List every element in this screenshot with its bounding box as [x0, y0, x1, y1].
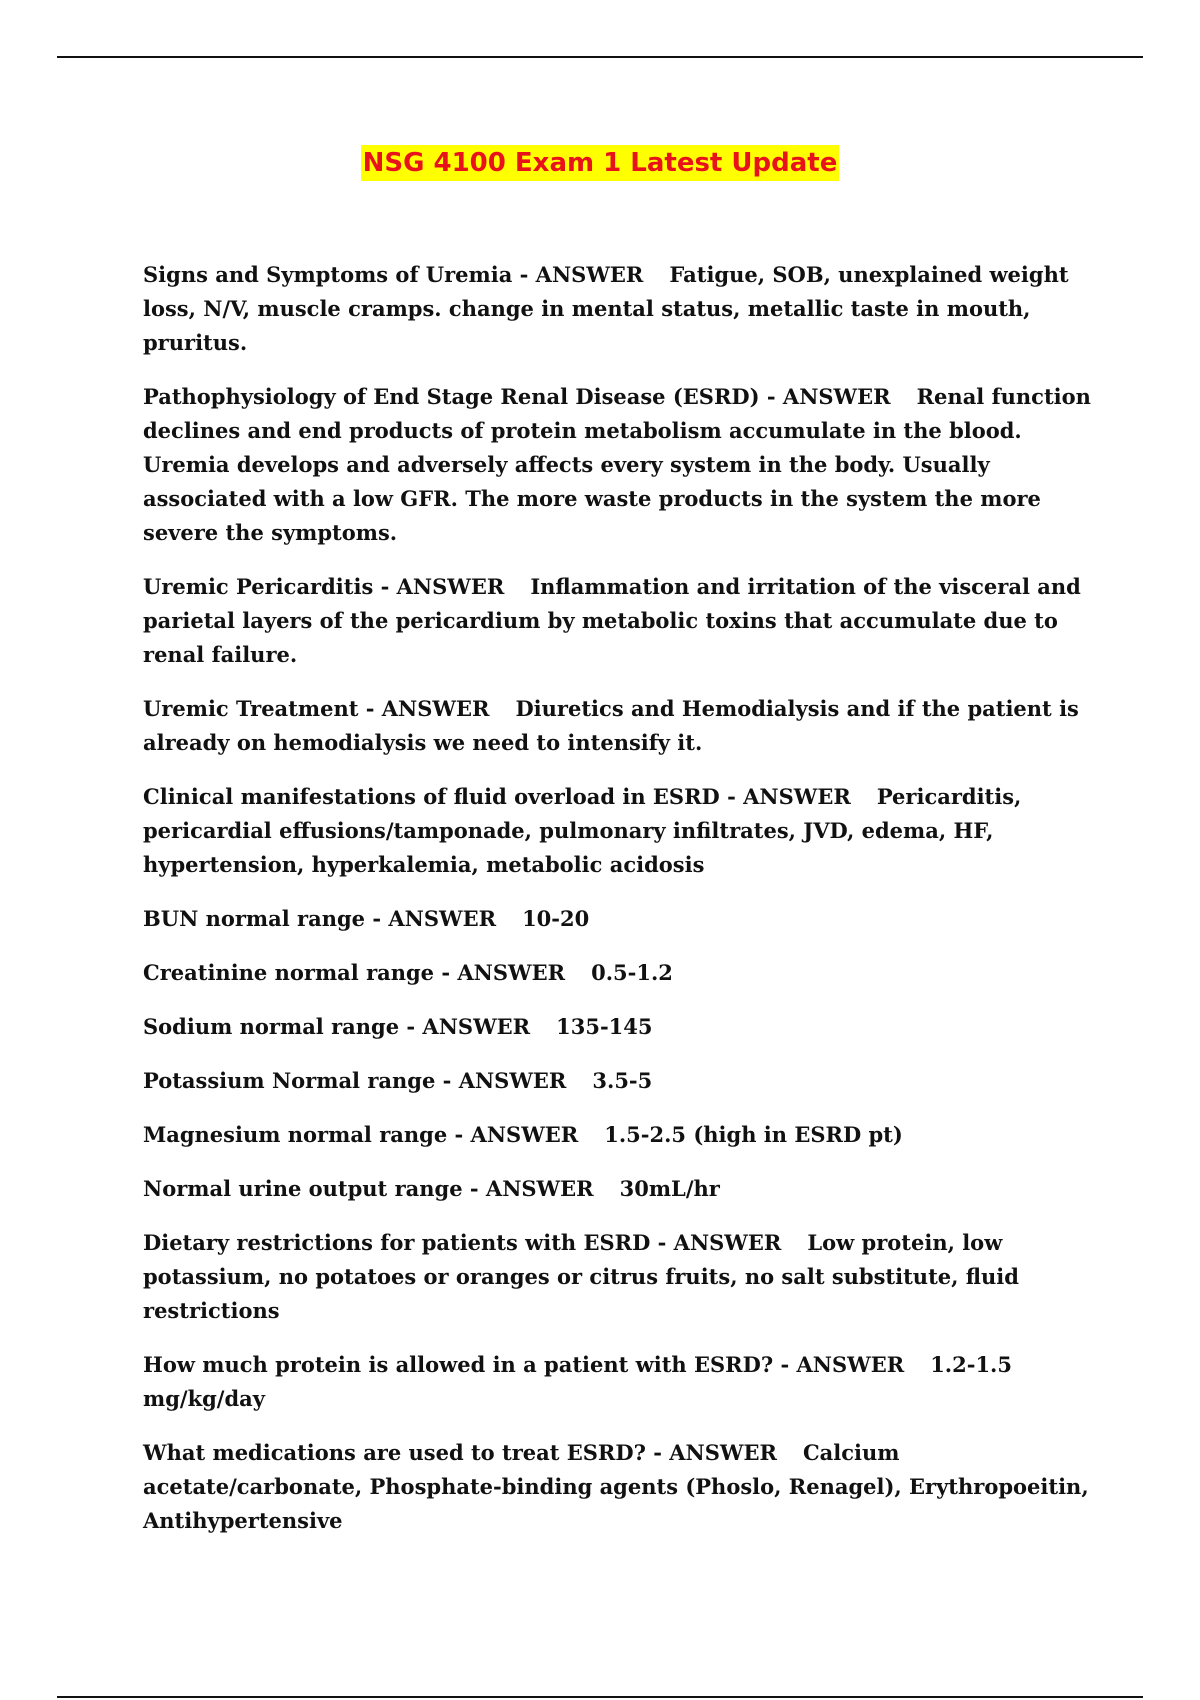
qa-separator — [399, 1014, 422, 1039]
answer-label: ANSWER — [422, 1014, 531, 1039]
qa-question: What medications are used to treat ESRD? — [143, 1440, 646, 1465]
bottom-rule — [57, 1696, 1143, 1698]
qa-separator — [463, 1176, 486, 1201]
answer-label: ANSWER — [396, 574, 505, 599]
qa-item — [143, 902, 1103, 936]
qa-item — [143, 956, 1103, 990]
qa-item — [143, 1118, 1103, 1152]
answer-label: ANSWER — [470, 1122, 579, 1147]
qa-answer: Calcium acetate/carbonate, Phosphate-binding agents (Phoslo, Renagel), Erythropoeitin, Antihypertensive — [143, 1440, 1089, 1533]
qa-question: Clinical manifestations of fluid overload in ESRD — [143, 784, 720, 809]
qa-answer: Low protein, low potassium, no potatoes or oranges or citrus fruits, no salt substitute, fluid restrictions — [143, 1230, 1019, 1323]
qa-answer: Pericarditis, pericardial effusions/tamponade, pulmonary infiltrates, JVD, edema, HF, hypertension, hyperkalemia, metabolic acidosis — [143, 784, 1022, 877]
qa-answer: 3.5-5 — [592, 1068, 653, 1093]
qa-answer: Renal function declines and end products of protein metabolism accumulate in the blood. Uremia develops and adversely affects every system in the body. Usually associated with a low GFR. The more waste products in the system the more severe the symptoms. — [143, 384, 1091, 545]
qa-list — [143, 258, 1103, 1558]
qa-item — [143, 1064, 1103, 1098]
qa-answer: Inflammation and irritation of the visceral and parietal layers of the pericardium by metabolic toxins that accumulate due to renal failure. — [143, 574, 1081, 667]
qa-answer: Fatigue, SOB, unexplained weight loss, N/V, muscle cramps. change in mental status, metallic taste in mouth, pruritus. — [143, 262, 1069, 355]
qa-question: Dietary restrictions for patients with ESRD — [143, 1230, 651, 1255]
qa-question: Creatinine normal range — [143, 960, 435, 985]
qa-item — [143, 780, 1103, 882]
answer-label: ANSWER — [381, 696, 490, 721]
qa-item — [143, 1348, 1103, 1416]
answer-label: ANSWER — [782, 384, 891, 409]
qa-question: How much protein is allowed in a patient with ESRD? — [143, 1352, 774, 1377]
qa-separator — [760, 384, 783, 409]
qa-item — [143, 1172, 1103, 1206]
qa-item — [143, 692, 1103, 760]
qa-item — [143, 1010, 1103, 1044]
qa-separator — [650, 1230, 673, 1255]
answer-label: ANSWER — [535, 262, 644, 287]
qa-question: Signs and Symptoms of Uremia — [143, 262, 513, 287]
qa-answer: 1.2-1.5 mg/kg/day — [143, 1352, 1012, 1411]
qa-answer: 30mL/hr — [619, 1176, 720, 1201]
qa-question: Sodium normal range — [143, 1014, 400, 1039]
qa-separator — [720, 784, 743, 809]
answer-label: ANSWER — [673, 1230, 782, 1255]
title-wrap — [0, 145, 1200, 181]
qa-question: Magnesium normal range — [143, 1122, 448, 1147]
answer-label: ANSWER — [388, 906, 497, 931]
qa-question: Pathophysiology of End Stage Renal Disease (ESRD) — [143, 384, 760, 409]
qa-separator — [512, 262, 535, 287]
qa-separator — [773, 1352, 796, 1377]
document-title: NSG 4100 Exam 1 Latest Update — [361, 145, 840, 181]
answer-label: ANSWER — [743, 784, 851, 809]
qa-question: BUN normal range — [143, 906, 366, 931]
qa-question: Potassium Normal range — [143, 1068, 436, 1093]
qa-item — [143, 380, 1103, 550]
answer-label: ANSWER — [485, 1176, 594, 1201]
qa-separator — [434, 960, 457, 985]
qa-question: Uremic Pericarditis — [143, 574, 374, 599]
qa-separator — [646, 1440, 669, 1465]
qa-separator — [435, 1068, 458, 1093]
qa-answer: 10-20 — [522, 906, 590, 931]
qa-item — [143, 1226, 1103, 1328]
answer-label: ANSWER — [457, 960, 566, 985]
answer-label: ANSWER — [458, 1068, 567, 1093]
qa-item — [143, 570, 1103, 672]
qa-separator — [358, 696, 381, 721]
qa-question: Uremic Treatment — [143, 696, 359, 721]
qa-answer: 0.5-1.2 — [591, 960, 673, 985]
qa-item — [143, 258, 1103, 360]
qa-item — [143, 1436, 1103, 1538]
answer-label: ANSWER — [796, 1352, 905, 1377]
qa-separator — [365, 906, 388, 931]
qa-separator — [373, 574, 396, 599]
answer-label: ANSWER — [669, 1440, 777, 1465]
qa-answer: Diuretics and Hemodialysis and if the patient is already on hemodialysis we need to intensify it. — [143, 696, 1079, 755]
qa-question: Normal urine output range — [143, 1176, 463, 1201]
qa-answer: 135-145 — [556, 1014, 653, 1039]
qa-answer: 1.5-2.5 (high in ESRD pt) — [604, 1122, 903, 1147]
top-rule — [57, 56, 1143, 58]
qa-separator — [447, 1122, 470, 1147]
